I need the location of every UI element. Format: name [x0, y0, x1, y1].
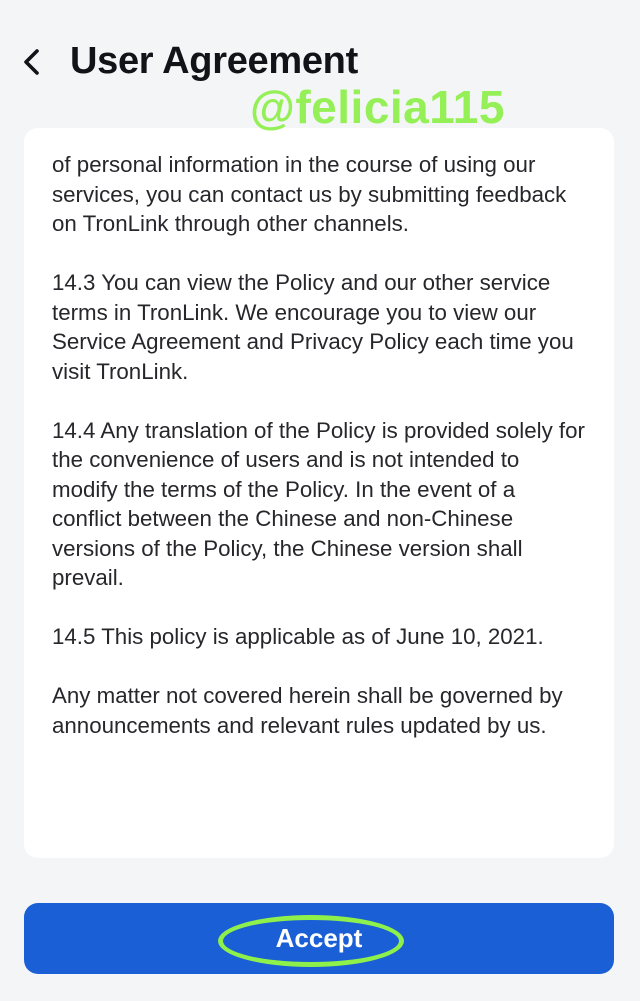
page-title: User Agreement	[70, 40, 358, 82]
agreement-paragraph: Any matter not covered herein shall be governed by announcements and relevant rules updated by us.	[52, 683, 563, 738]
agreement-text-panel[interactable]	[24, 128, 614, 858]
agreement-content	[24, 128, 614, 792]
back-button[interactable]	[14, 44, 50, 84]
agreement-paragraph: 14.4 Any translation of the Policy is provided solely for the convenience of users and is not intended to modify the terms of the Policy. In the event of a conflict between the Chinese and non-Chinese versions of the Policy, the Chinese version shall prevail.	[52, 417, 585, 590]
chevron-left-icon	[21, 47, 43, 82]
agreement-paragraph: 14.3 You can view the Policy and our other service terms in TronLink. We encourage you to view our Service Agreement and Privacy Policy each time you visit TronLink.	[52, 270, 574, 384]
accept-button[interactable]	[24, 903, 614, 974]
agreement-paragraph: of personal information in the course of using our services, you can contact us by submitting feedback on TronLink through other channels.	[52, 152, 567, 236]
watermark-text: @felicia115	[250, 81, 505, 133]
accept-button-label: Accept	[275, 923, 363, 953]
agreement-paragraph: 14.5 This policy is applicable as of June 10, 2021.	[52, 624, 544, 649]
